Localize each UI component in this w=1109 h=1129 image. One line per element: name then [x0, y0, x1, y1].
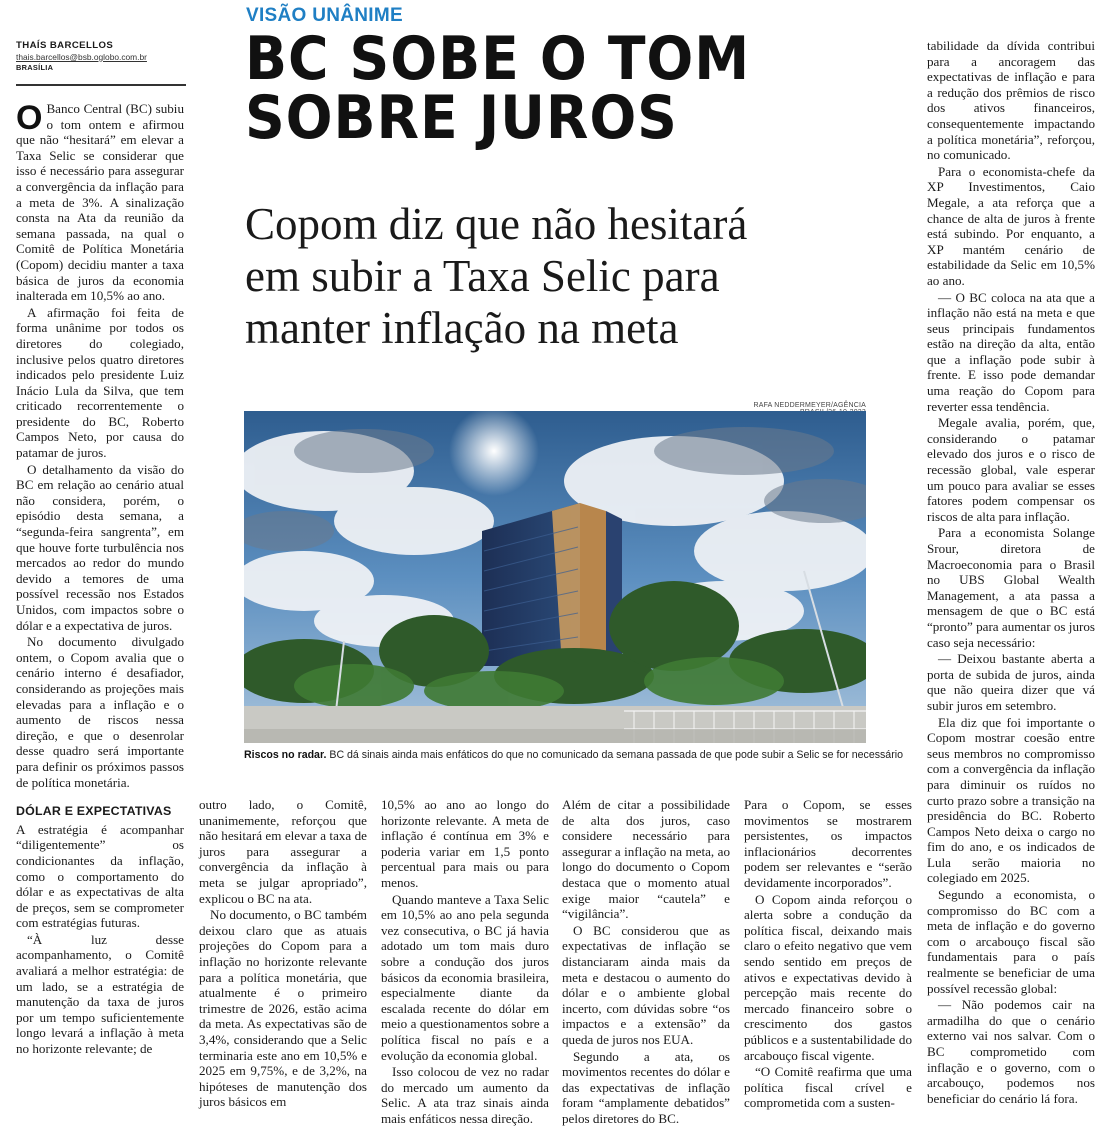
column-2	[199, 797, 367, 1127]
paragraph: O detalhamento da visão do BC em relação ao cenário atual não considera, porém, o episódio desta semana, a “segunda-feira sangrenta”, em que houve forte turbulência nos mercados ao redor do mundo devido a temores de uma possível recessão nos Estados Unidos, com impactos sobre o dólar e a expectativa de juros.	[16, 461, 184, 633]
paragraph: Quando manteve a Taxa Selic em 10,5% ao ano pela segunda vez consecutiva, o BC já havia adotado um tom mais duro sobre a condução dos juros básicos da economia brasileira, especialmente diante da escalada recente do dólar em meio a questionamentos sobre a política fiscal no país e a evolução da economia global.	[381, 891, 549, 1063]
author-email[interactable]: thais.barcellos@bsb.oglobo.com.br	[16, 52, 147, 62]
paragraph-lead-text: Banco Central (BC) subiu o tom ontem e afirmou que não “hesitará” em elevar a Taxa Selic se considerar que isso é necessário para assegurar a convergência da inflação para a meta de 3%. A sinalização consta na Ata da reunião da semana passada, na qual o Comitê de Política Monetária (Copom) decidiu manter a taxa básica de juros da economia inalterada em 10,5% ao ano.	[16, 101, 184, 304]
paragraph: — Deixou bastante aberta a porta de subida de juros, ainda que não queira dizer que vá subir juros em setembro.	[927, 651, 1095, 713]
paragraph: Segundo a economista, o compromisso do BC com a meta de inflação e do governo com o arcabouço fiscal são fundamentais para o país realmente se beneficiar de uma possível recessão global:	[927, 887, 1095, 996]
paragraph: Megale avalia, porém, que, considerando o patamar elevado dos juros e o risco de recessão global, vale esperar um pouco para avaliar se esses fatores podem compensar os riscos de alta para inflação.	[927, 415, 1095, 524]
dateline-city: BRASÍLIA	[16, 63, 54, 72]
paragraph: tabilidade da dívida contribui para a ancoragem das expectativas de inflação e para a redução dos prêmios de risco dos ativos financeiros, consequentemente impactando a política monetária”, reforçou, no comunicado.	[927, 38, 1095, 163]
paragraph: outro lado, o Comitê, unanimemente, reforçou que não hesitará em elevar a taxa de juros para assegurar a convergência da inflação à meta se julgar apropriado”, explicou o BC na ata.	[199, 797, 367, 906]
subheading: DÓLAR E EXPECTATIVAS	[16, 804, 172, 819]
bc-building-illustration	[244, 411, 866, 743]
drop-cap: O	[16, 99, 43, 137]
headline-line-2: SOBRE JUROS	[245, 83, 678, 153]
headline-line-1: BC SOBE O TOM	[245, 24, 751, 94]
caption-lead: Riscos no radar.	[244, 749, 327, 761]
paragraph: Isso colocou de vez no radar do mercado um aumento da Selic. A ata traz sinais ainda mais enfáticos nessa direção.	[381, 1064, 549, 1126]
paragraph: “À luz desse acompanhamento, o Comitê avaliará a melhor estratégia: de um lado, se a estratégia de manutenção da taxa de juros por um tempo suficientemente longo levará a inflação à meta no horizonte relevante; de	[16, 931, 184, 1057]
photo-caption	[244, 749, 903, 761]
headline	[245, 24, 794, 153]
photo-credit: RAFA NEDDERMEYER/AGÊNCIA	[753, 402, 866, 409]
column-3	[381, 797, 549, 1127]
paragraph: “O Comitê reafirma que uma política fiscal crível e comprometida com a susten-	[744, 1064, 912, 1111]
paragraph: Ela diz que foi importante o Copom mostrar coesão entre seus membros no compromisso com a convergência da inflação para diminuir os ruídos no curto prazo sobre a transição na presidência do BC. Roberto Campos Neto deixa o cargo no fim do ano, e os indicados de Lula serão maioria no colegiado em 2025.	[927, 714, 1095, 886]
caption-text: BC dá sinais ainda mais enfáticos do que no comunicado da semana passada de que pode subir a Selic se for necessário	[326, 749, 903, 761]
column-6	[927, 38, 1095, 1126]
paragraph: — Não podemos cair na armadilha do que o cenário externo vai nos salvar. Com o BC comprometido com inflação e o governo, com o arcabouço, podemos nos beneficiar do cenário lá fora.	[927, 997, 1095, 1106]
paragraph: O Copom ainda reforçou o alerta sobre a condução da política fiscal, deixando mais claro o efeito negativo que vem sendo sentido em preços de ativos e expectativas devido à percepção mais recente do mercado financeiro sobre o crescimento dos gastos públicos e a sustentabilidade do arcabouço fiscal vigente.	[744, 891, 912, 1063]
paragraph: A afirmação foi feita de forma unânime por todos os diretores do colegiado, inclusive pelos quatro diretores indicados pelo presidente Luiz Inácio Lula da Silva, que tem criticado recorrentemente o presidente do BC, Roberto Campos Neto, por causa do patamar de juros.	[16, 304, 184, 461]
column-4	[562, 797, 730, 1127]
deck	[245, 198, 747, 354]
paragraph: 10,5% ao ano ao longo do horizonte relevante. A meta de inflação é contínua em 3% e poderia variar em 1,5 ponto percentual para mais ou para menos.	[381, 797, 549, 890]
paragraph: Para a economista Solange Srour, diretora de Macroeconomia para o Brasil no UBS Global Wealth Management, a ata passa a mensagem de que o BC está “pronto” para aumentar os juros caso seja necessário:	[927, 525, 1095, 650]
news-photo	[244, 411, 866, 743]
paragraph: Para o Copom, se esses movimentos se mostrarem persistentes, os impactos inflacionários decorrentes podem ser relevantes e “serão devidamente incorporados”.	[744, 797, 912, 890]
paragraph: Além de citar a possibilidade de alta dos juros, caso considere necessário para assegurar a inflação na meta, ao longo do documento o Copom destaca que o momento atual exige maior “cautela” e “vigilância”.	[562, 797, 730, 922]
paragraph: O BC considerou que as expectativas de inflação se distanciaram ainda mais da meta e destacou o aumento do dólar e o ambiente global incerto, com dúvidas sobre “os impactos e a extensão” da queda de juros nos EUA.	[562, 922, 730, 1047]
deck-line-3: manter inflação na meta	[245, 303, 679, 353]
column-1	[16, 101, 184, 1126]
paragraph: Para o economista-chefe da XP Investimentos, Caio Megale, a ata reforça que a chance de alta de juros à frente está subindo. Por enquanto, a XP mantém cenário de estabilidade da Selic em 10,5% ao ano.	[927, 163, 1095, 288]
column-5	[744, 797, 912, 1127]
paragraph: — O BC coloca na ata que a inflação não está na meta e que seus principais fundamentos estão na direção da alta, então que a inflação pode subir à frente. E isso pode demandar uma reação do Copom para reverter essa tendência.	[927, 289, 1095, 414]
byline	[16, 40, 147, 72]
paragraph-lead	[16, 101, 184, 304]
paragraph: A estratégia é acompanhar “diligentemente” os condicionantes da inflação, como o comportamento do dólar e as expectativas de alta de preços, sem se comprometer com estratégias futuras.	[16, 821, 184, 931]
deck-line-1: Copom diz que não hesitará	[245, 199, 748, 249]
paragraph: Segundo a ata, os movimentos recentes do dólar e das expectativas de inflação foram “amplamente debatidos” pelos diretores do BC.	[562, 1048, 730, 1126]
byline-rule	[16, 84, 186, 86]
kicker: VISÃO UNÂNIME	[246, 5, 403, 26]
paragraph: No documento, o BC também deixou claro que as atuais projeções do Copom para a inflação no horizonte relevante para a política monetária, que atualmente é o primeiro trimestre de 2026, estão acima da meta. As expectativas são de 3,4%, considerando que a Selic terminaria este ano em 10,5% e 2025 em 9,75%, e de 3,2%, na hipóteses de manutenção dos juros básicos em	[199, 907, 367, 1110]
author-name: THAÍS BARCELLOS	[16, 40, 114, 51]
deck-line-2: em subir a Taxa Selic para	[245, 251, 720, 301]
paragraph: No documento divulgado ontem, o Copom avalia que o cenário interno é desafiador, considerando as projeções mais elevadas para a inflação e o aumento de riscos nessa direção, e que o desenrolar desse quadro será importante para definir os próximos passos de política monetária.	[16, 634, 184, 790]
